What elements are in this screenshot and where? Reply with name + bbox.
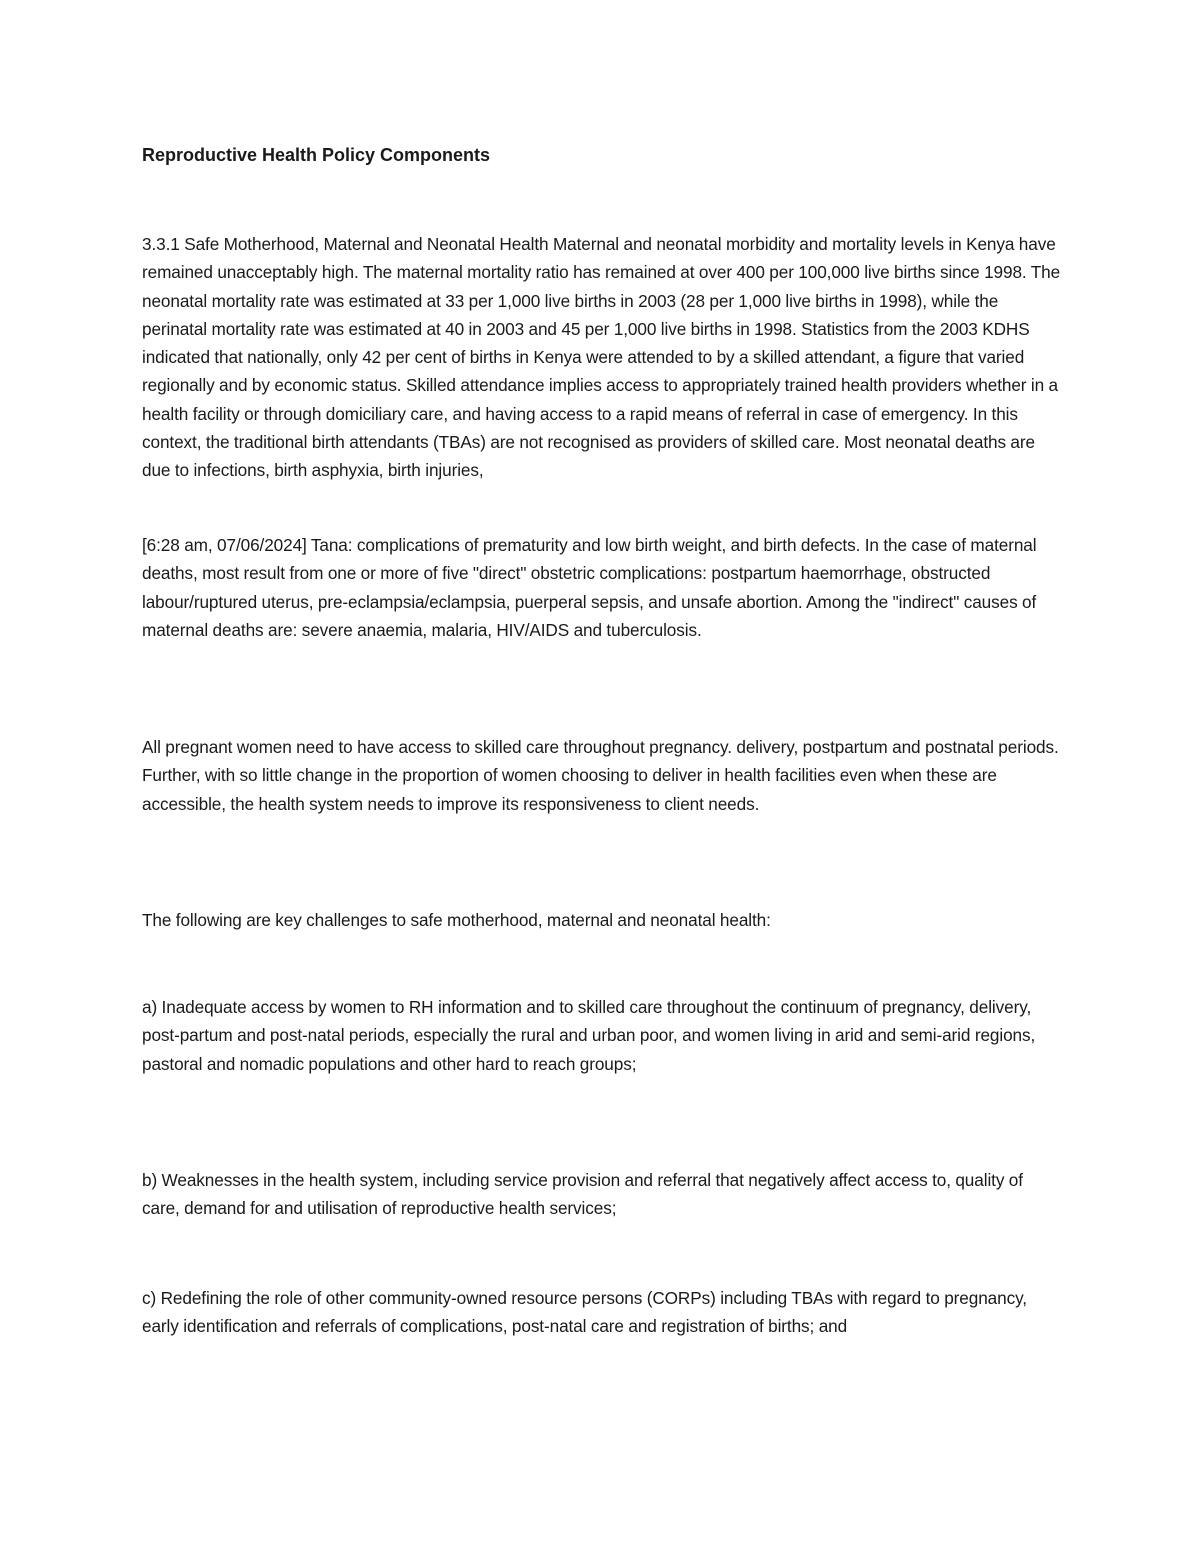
list-item-challenge-a: a) Inadequate access by women to RH information and to skilled care throughout the continuum of pregnancy, delivery, post-partum and post-natal periods, especially the rural and urban poor, and women living in arid and semi-arid regions, pastoral and nomadic populations and other hard to reach groups; [142,997,1036,1074]
paragraph-safe-motherhood: 3.3.1 Safe Motherhood, Maternal and Neonatal Health Maternal and neonatal morbidity and mortality levels in Kenya have remained unacceptably high. The maternal mortality ratio has remained at over 400 per 100,000 live births since 1998. The neonatal mortality rate was estimated at 33 per 1,000 live births in 2003 (28 per 1,000 live births in 1998), while the perinatal mortality rate was estimated at 40 in 2003 and 45 per 1,000 live births in 1998. Statistics from the 2003 KDHS indicated that nationally, only 42 per cent of births in Kenya were attended to by a skilled attendant, a figure that varied regionally and by economic status. Skilled attendance implies access to appropriately trained health providers whether in a health facility or through domiciliary care, and having access to a rapid means of referral in case of emergency. In this context, the traditional birth attendants (TBAs) are not recognised as providers of skilled care. Most neonatal deaths are due to infections, birth asphyxia, birth injuries, [142,234,1061,481]
paragraph-skilled-care: All pregnant women need to have access to skilled care throughout pregnancy. delivery, postpartum and postnatal periods. Further, with so little change in the proportion of women choosing to deliver in health facilities even when these are accessible, the health system needs to improve its responsiveness to client needs. [142,737,1059,814]
list-item-challenge-c: c) Redefining the role of other community-owned resource persons (CORPs) including TBAs with regard to pregnancy, early identification and referrals of complications, post-natal care and registration of births; and [142,1288,1027,1337]
document-title: Reproductive Health Policy Components [142,145,491,165]
list-item-challenge-b: b) Weaknesses in the health system, including service provision and referral that negatively affect access to, quality of care, demand for and utilisation of reproductive health services; [142,1170,1023,1219]
paragraph-key-challenges-intro: The following are key challenges to safe motherhood, maternal and neonatal health: [142,910,771,930]
paragraph-complications: [6:28 am, 07/06/2024] Tana: complications of prematurity and low birth weight, and birth defects. In the case of maternal deaths, most result from one or more of five "direct" obstetric complications: postpartum haemorrhage, obstructed labour/ruptured uterus, pre-eclampsia/eclampsia, puerperal sepsis, and unsafe abortion. Among the "indirect" causes of maternal deaths are: severe anaemia, malaria, HIV/AIDS and tuberculosis. [142,535,1037,640]
